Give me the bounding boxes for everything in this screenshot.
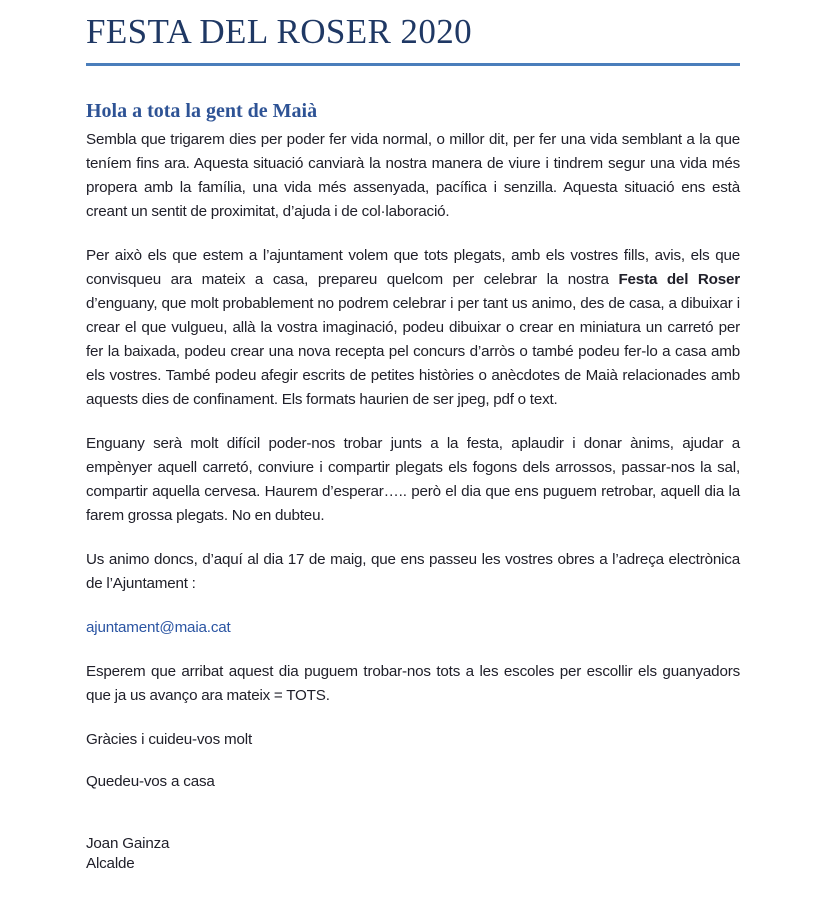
paragraph-deadline: Us animo doncs, d’aquí al dia 17 de maig, que ens passeu les vostres obres a l’adreça electrònica de l’Ajuntament : — [86, 551, 740, 592]
title-block — [86, 10, 740, 66]
email-link[interactable]: ajuntament@maia.cat — [86, 619, 231, 636]
section-heading: Hola a tota la gent de Maià — [86, 100, 318, 122]
festa-del-roser-emphasis: Festa del Roser — [618, 271, 740, 288]
paragraph-invitation-part2: d’enguany, que molt probablement no podrem celebrar i per tant us animo, des de casa, a dibuixar i crear el que vulgueu, allà la vostra imaginació, podeu dibuixar o crear en miniatura un carretó per fer la baixada, podeu crear una nova recepta pel concurs d’arròs o també podeu fer-lo a casa amb els vostres. També podeu afegir escrits de petites històries o anècdotes de Maià relacionades amb aquests dies de confinament. Els formats haurien de ser jpeg, pdf o text. — [86, 295, 740, 408]
paragraph-intro: Sembla que trigarem dies per poder fer vida normal, o millor dit, per fer una vida semblant a la que teníem fins ara. Aquesta situació canviarà la nostra manera de viure i tindrem segur una vida més propera amb la família, una vida més assenyada, pacífica i senzilla. Aquesta situació ens està creant un sentit de proximitat, d’ajuda i de col·laboració. — [86, 131, 740, 220]
signature-name: Joan Gainza — [86, 835, 170, 852]
paragraph-invitation-part1: Per això els que estem a l’ajuntament volem que tots plegats, amb els vostres fills, avis, els que convisqueu ara mateix a casa, prepareu quelcom per celebrar la nostra — [86, 247, 740, 288]
paragraph-closing: Esperem que arribat aquest dia puguem trobar-nos tots a les escoles per escollir els guanyadors que ja us avanço ara mateix = TOTS. — [86, 663, 740, 704]
signature-block — [86, 834, 740, 874]
signature-role: Alcalde — [86, 855, 135, 872]
paragraph-reflection: Enguany serà molt difícil poder-nos trobar junts a la festa, aplaudir i donar ànims, ajudar a empènyer aquell carretó, conviure i compartir plegats els fogons dels arrossos, passar-nos la sal, compartir aquella cervesa. Haurem d’esperar….. però el dia que ens puguem retrobar, aquell dia la farem grossa plegats. No en dubteu. — [86, 435, 740, 524]
email-paragraph — [86, 616, 740, 640]
paragraph-thanks: Gràcies i cuideu-vos molt — [86, 731, 252, 748]
title-divider — [86, 63, 740, 66]
paragraph-stay-home: Quedeu-vos a casa — [86, 773, 215, 790]
page-title: FESTA DEL ROSER 2020 — [86, 12, 473, 51]
paragraph-invitation — [86, 244, 740, 412]
document-body — [86, 128, 740, 874]
